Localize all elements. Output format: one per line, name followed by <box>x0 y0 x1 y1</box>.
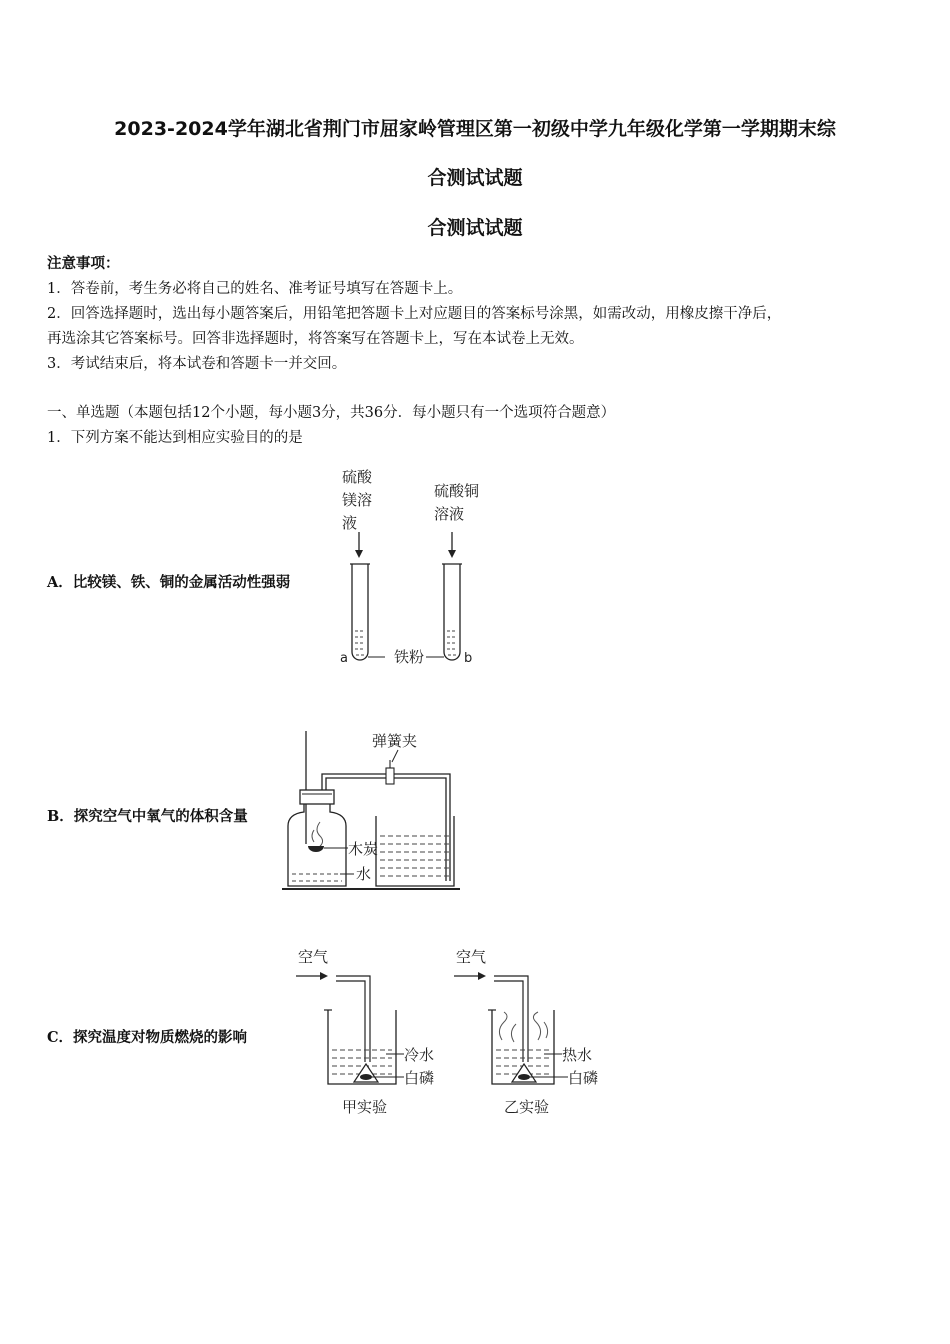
figure-c-cold-water-label: 冷水 <box>404 1046 435 1064</box>
figure-a-label-a: a <box>340 651 348 666</box>
figure-c-air-label-2: 空气 <box>456 948 487 966</box>
figure-b-water-label: 水 <box>356 865 372 883</box>
notice-item-1: 1．答卷前，考生务必将自己的姓名、准考证号填写在答题卡上。 <box>47 281 463 297</box>
notice-item-3: 3．考试结束后，将本试卷和答题卡一并交回。 <box>47 356 347 372</box>
figure-c-air-label-1: 空气 <box>298 948 329 966</box>
notice-item-2a: 2．回答选择题时，选出每小题答案后，用铅笔把答题卡上对应题目的答案标号涂黑，如需改动，用橡皮擦干净后， <box>47 306 782 322</box>
figure-a-iron-powder: 铁粉 <box>394 648 425 666</box>
option-b: B．探究空气中氧气的体积含量 <box>47 808 248 825</box>
notice-item-2b: 再选涂其它答案标号。回答非选择题时，将答案写在答题卡上，写在本试卷上无效。 <box>47 331 584 347</box>
figure-b-apparatus <box>280 726 480 896</box>
page-title-line1: 2023-2024学年湖北省荆门市屈家岭管理区第一初级中学九年级化学第一学期期末综 <box>114 118 836 140</box>
section-heading: 一、单选题（本题包括12个小题，每小题3分，共36分．每小题只有一个选项符合题意） <box>47 405 616 421</box>
figure-c-experiments <box>292 942 622 1122</box>
option-c: C．探究温度对物质燃烧的影响 <box>47 1029 248 1046</box>
figure-a-right-reagent-1: 硫酸铜 <box>434 482 480 500</box>
figure-b-charcoal-label: 木炭 <box>348 840 379 858</box>
figure-c-exp1-label: 甲实验 <box>342 1098 388 1116</box>
figure-a-left-reagent-3: 液 <box>342 514 358 532</box>
option-a: A．比较镁、铁、铜的金属活动性强弱 <box>47 574 291 591</box>
figure-a-left-reagent-2: 镁溶 <box>342 491 373 509</box>
question-1: 1．下列方案不能达到相应实验目的的是 <box>47 430 303 446</box>
figure-c-exp2-label: 乙实验 <box>504 1098 550 1116</box>
figure-c-white-p-label-2: 白磷 <box>568 1069 599 1087</box>
figure-a-right-reagent-2: 溶液 <box>434 505 465 523</box>
notice-heading: 注意事项： <box>47 255 120 272</box>
figure-a-left-reagent-1: 硫酸 <box>342 468 373 486</box>
figure-c-white-p-label-1: 白磷 <box>404 1069 435 1087</box>
figure-b-clamp-label: 弹簧夹 <box>372 732 418 750</box>
figure-a-label-b: b <box>464 651 473 666</box>
figure-a-test-tubes <box>330 462 510 674</box>
figure-c-hot-water-label: 热水 <box>562 1046 593 1064</box>
page-title-line3: 合测试试题 <box>427 217 523 239</box>
page-title-line2: 合测试试题 <box>427 167 523 189</box>
